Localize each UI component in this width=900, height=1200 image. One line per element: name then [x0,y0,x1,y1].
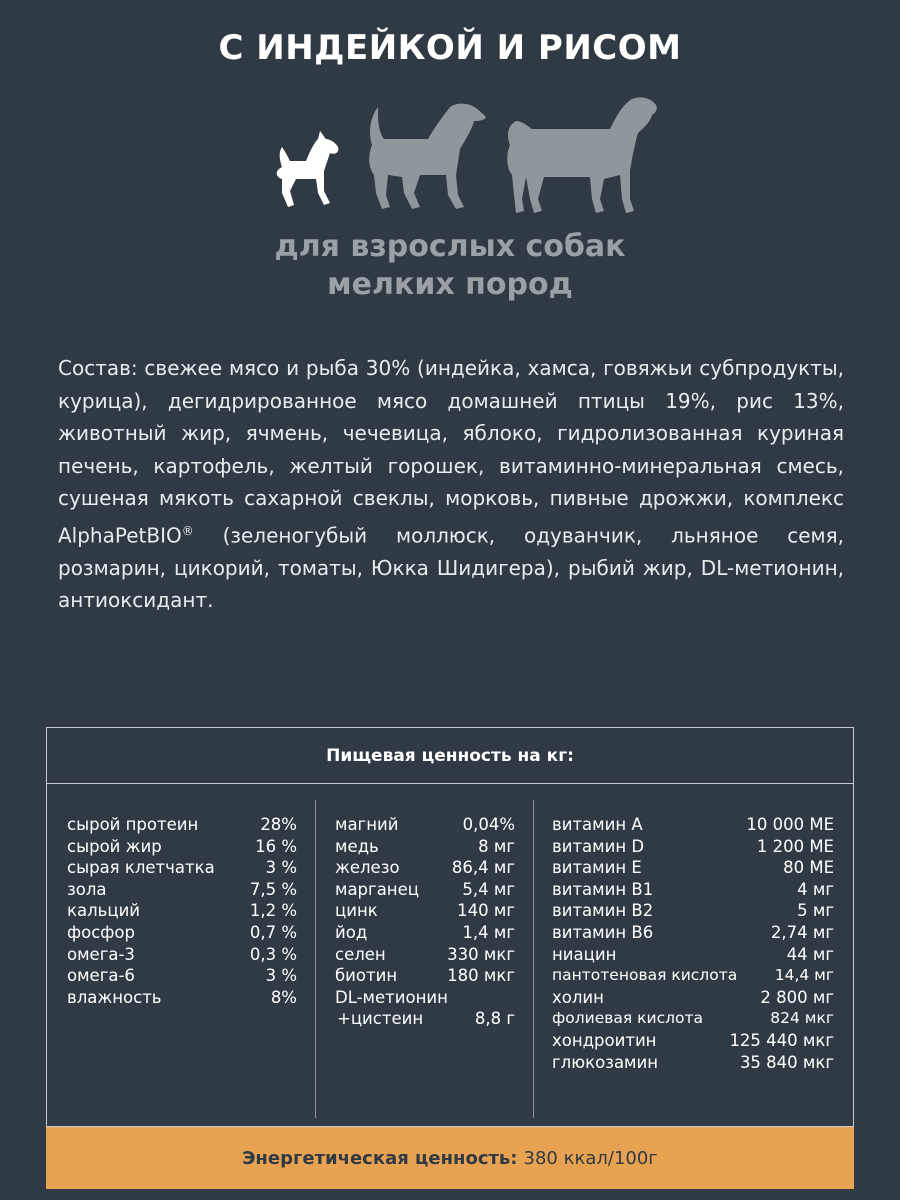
nutrient-value: 80 МЕ [783,858,834,878]
nutrition-row [552,965,834,987]
nutrition-row [335,965,515,987]
nutrient-value: 0,04% [462,815,515,834]
column-divider [533,800,534,1118]
column-divider [315,800,316,1118]
nutrient-value: 0,3 % [249,944,297,964]
nutrient-value: 1,2 % [249,901,297,921]
nutrient-name: марганец [335,879,419,899]
nutrient-name: йод [335,922,368,942]
nutrient-name: цинк [335,901,378,921]
nutrition-row [67,965,297,987]
nutrition-row [552,1052,834,1074]
energy-value-bar [46,1127,854,1189]
nutrition-row [335,857,515,879]
nutrient-name: витамин А [552,815,643,834]
nutrient-name: глюкозамин [552,1052,659,1072]
nutrient-name: витамин E [552,858,642,878]
target-audience [0,228,900,304]
nutrient-value: 28% [260,815,297,834]
nutrient-name: зола [67,879,107,899]
nutrient-name: холин [552,987,604,1007]
nutrition-row [67,922,297,944]
nutrient-name: сырой жир [67,836,162,856]
nutrient-value: 180 мкг [447,966,515,986]
nutrition-row [552,922,834,944]
nutrient-name: селен [335,944,386,964]
nutrient-name: влажность [67,987,162,1007]
small-dog-icon [277,131,339,207]
nutrition-row [552,1030,834,1052]
nutrient-name: железо [335,858,400,878]
nutrition-row [335,814,515,836]
nutrient-name: сырая клетчатка [67,858,215,878]
large-dog-icon [507,97,657,213]
nutrient-name: медь [335,836,379,856]
trademark-symbol: ® [181,523,194,538]
nutrient-name: DL-метионин [335,987,448,1007]
nutrient-name: хондроитин [552,1030,657,1050]
nutrient-value: 0,7 % [249,922,297,942]
nutrient-value: 330 мкг [447,944,515,964]
nutrient-value: 44 мг [786,944,834,964]
nutrient-name: кальций [67,901,141,921]
nutrient-value: 3 % [265,858,297,878]
nutrient-value: 140 мг [457,901,515,921]
nutrient-value: 824 мкг [770,1009,834,1028]
nutrient-name: витамин В2 [552,901,654,921]
nutrient-name: фолиевая кислота [552,1009,704,1028]
nutrition-row [67,987,297,1009]
subtitle-line-1: для взрослых собак [274,229,626,264]
nutrient-value: 8% [270,987,297,1007]
nutrition-row [335,900,515,922]
nutrition-row [552,900,834,922]
nutrient-name: биотин [335,966,398,986]
composition-body-end: (зеленогубый моллюск, одуванчик, льняное семя, розмарин, цикорий, томаты, Юкка Шидигера), рыбий жир, DL-метионин, антиоксидант. [58,523,844,613]
nutrient-name: омега-3 [67,944,135,964]
nutrition-column-vitamins [552,814,834,1073]
nutrient-value: 10 000 МЕ [746,815,834,834]
composition-body: Состав: свежее мясо и рыба 30% (индейка, хамса, говяжьи субпродукты, курица), дегидрированное мясо домашней птицы 19%, рис 13%, животный жир, ячмень, чечевица, яблоко, гидролизованная куриная печень, картофель, желтый горошек, витаминно-минеральная смесь, сушеная мякоть сахарной свеклы, морковь, пивные дрожжи, комплекс AlphaPetBIO [58,356,844,548]
nutrient-name: сырой протеин [67,815,199,834]
nutrient-value: 125 440 мкг [729,1030,834,1050]
nutrition-row [335,1008,515,1030]
nutrition-row [67,814,297,836]
nutrient-name: витамин В6 [552,922,654,942]
nutrient-name: витамин D [552,836,645,856]
nutrition-row [67,944,297,966]
nutrition-row [67,900,297,922]
nutrient-value: 16 % [255,836,297,856]
nutrition-row [67,857,297,879]
nutrient-name: витамин В1 [552,879,654,899]
nutrient-name: пантотеновая кислота [552,966,738,985]
nutrient-value: 1,4 мг [462,922,515,942]
nutrient-value: 2,74 мг [770,922,834,942]
nutrition-row [552,987,834,1009]
nutrition-row [67,879,297,901]
nutrient-value: 35 840 мкг [739,1052,834,1072]
nutrition-row [335,987,515,1009]
nutrient-value: 3 % [265,966,297,986]
nutrition-row [335,944,515,966]
nutrition-row [552,814,834,836]
nutrition-row [67,836,297,858]
medium-dog-icon [369,104,486,209]
nutrition-table [46,727,854,1127]
nutrient-value: 5,4 мг [462,879,515,899]
nutrition-row [335,879,515,901]
nutrient-value: 5 мг [797,901,834,921]
nutrition-row [552,944,834,966]
dog-sizes-illustration [260,95,660,225]
nutrient-name: магний [335,815,399,834]
nutrient-value: 8,8 г [474,1009,515,1029]
nutrition-column-basic [67,814,297,1008]
nutrition-row [552,1008,834,1030]
nutrient-value: 1 200 МЕ [756,836,834,856]
energy-value: 380 ккал/100г [523,1147,658,1169]
nutrient-name: +цистеин [337,1009,424,1029]
nutrient-value: 2 800 мг [760,987,834,1007]
nutrient-name: фосфор [67,922,135,942]
nutrition-row [552,857,834,879]
product-title: С ИНДЕЙКОЙ И РИСОМ [218,28,682,68]
nutrient-value: 86,4 мг [451,858,515,878]
nutrient-name: омега-6 [67,966,135,986]
nutrition-column-minerals [335,814,515,1030]
nutrient-value: 7,5 % [249,879,297,899]
nutrient-name: ниацин [552,944,617,964]
nutrient-value: 14,4 мг [774,966,834,985]
nutrition-row [552,836,834,858]
nutrient-value: 8 мг [478,836,515,856]
nutrient-value: 4 мг [797,879,834,899]
nutrition-row [335,836,515,858]
subtitle-line-2: мелких пород [327,267,573,302]
composition-text [58,352,844,617]
nutrition-row [335,922,515,944]
nutrition-row [552,879,834,901]
nutrition-heading: Пищевая ценность на кг: [47,728,853,784]
energy-label: Энергетическая ценность: [242,1147,518,1169]
